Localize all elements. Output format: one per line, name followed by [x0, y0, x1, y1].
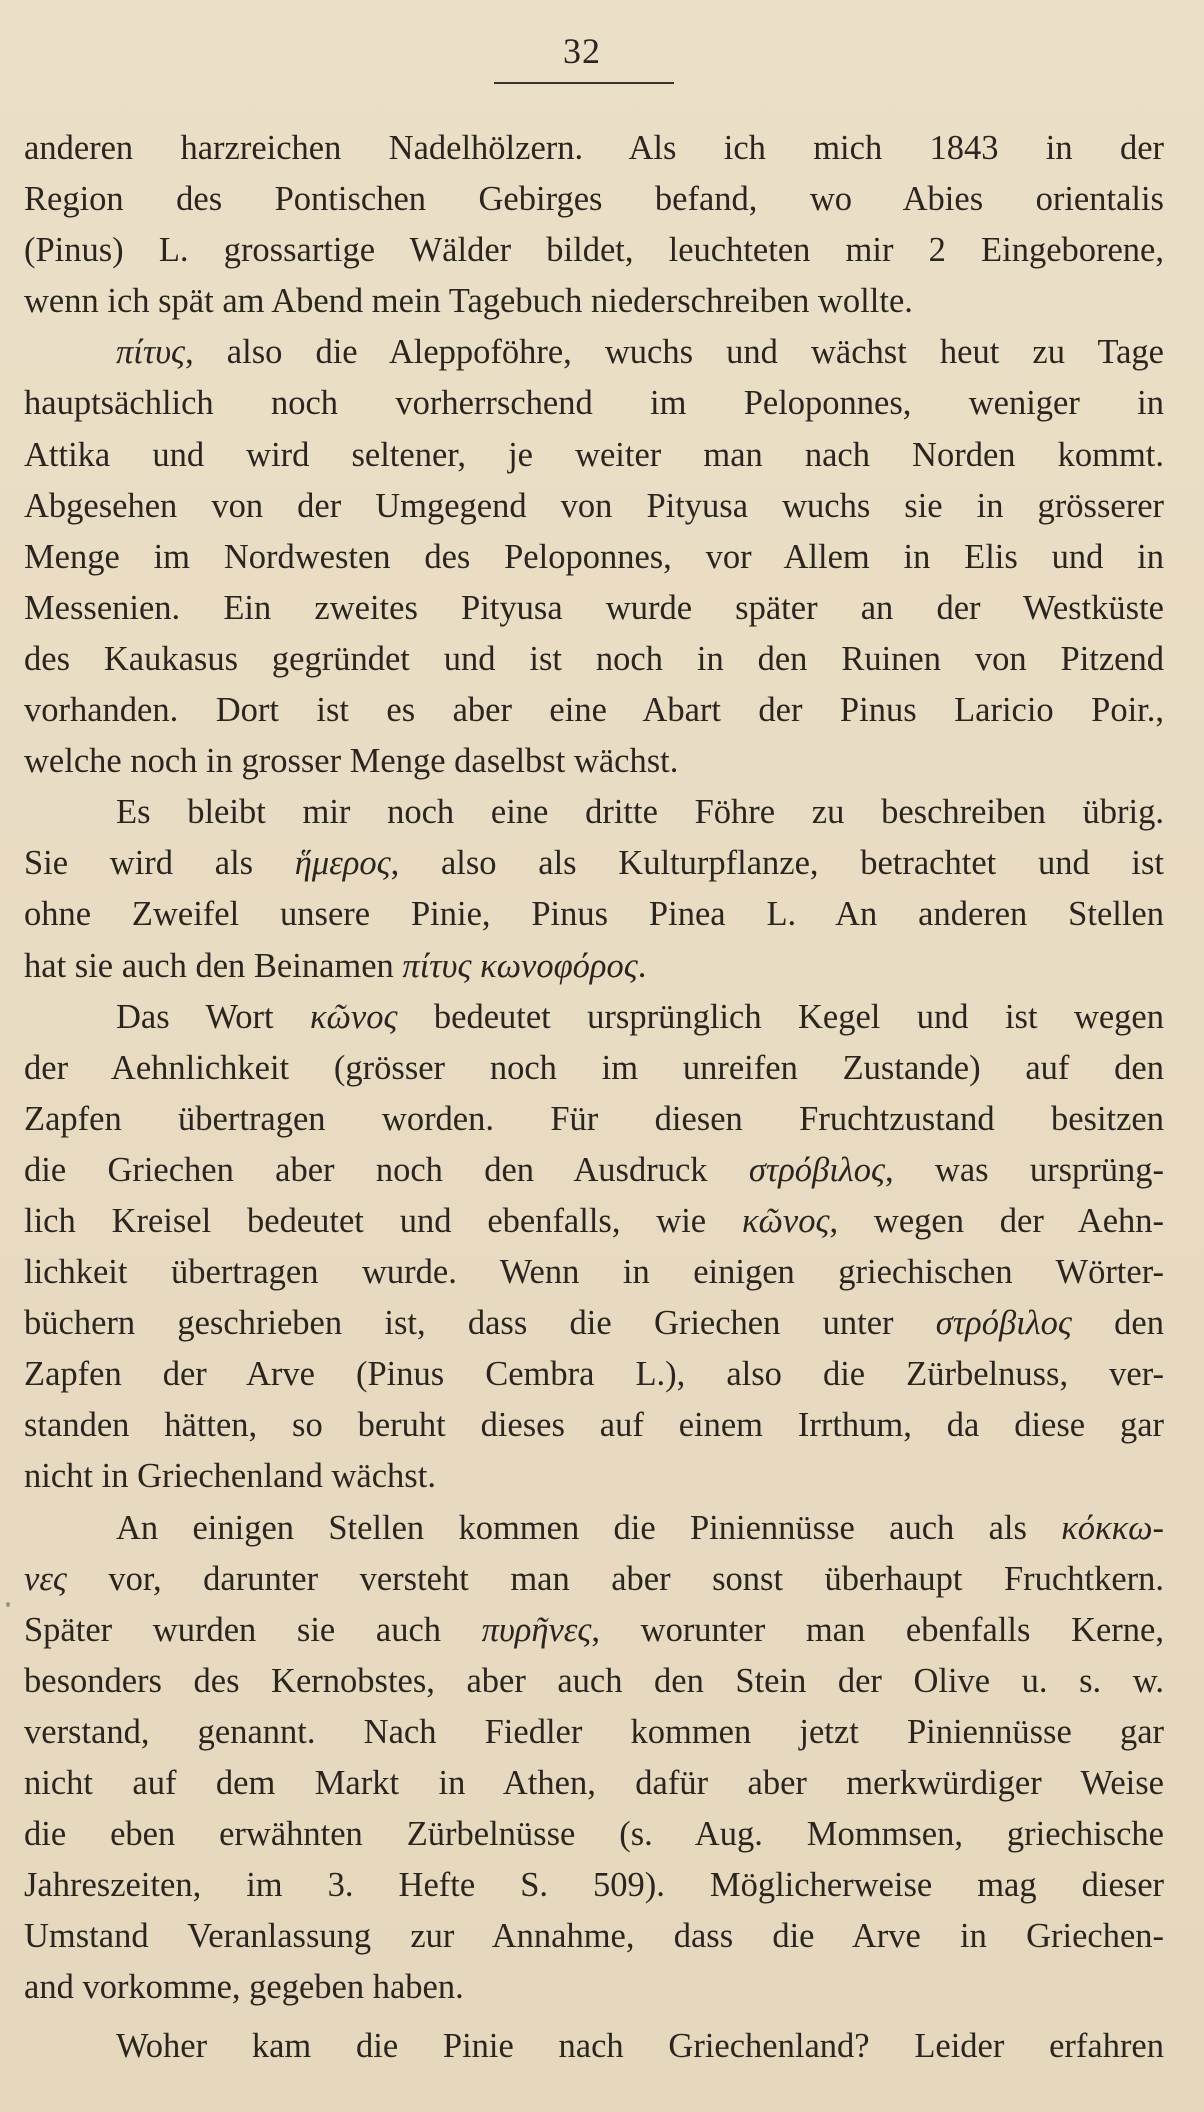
text-line [24, 1349, 1164, 1400]
greek-term: νες [24, 1559, 67, 1598]
text-line [24, 634, 1164, 685]
text-segment: Später wurden sie auch [24, 1610, 482, 1649]
text-line [24, 1503, 1164, 1554]
text-line [24, 1554, 1164, 1605]
text-segment: den [1071, 1304, 1164, 1343]
text-line [24, 1196, 1164, 1247]
text-segment: Messenien. Ein zweites Pityusa wurde später an der Westküste [24, 588, 1164, 627]
text-line [24, 430, 1164, 481]
text-line [24, 1962, 1164, 2013]
greek-term: κῶνος [741, 1201, 830, 1240]
text-line [24, 1911, 1164, 1962]
text-line [24, 685, 1164, 736]
text-line [24, 889, 1164, 940]
text-segment: , was ursprüng- [884, 1150, 1164, 1189]
text-line [24, 583, 1164, 634]
greek-term: κόκκω- [1061, 1508, 1164, 1547]
text-segment: der Aehnlichkeit (grösser noch im unreifen Zustande) auf den [24, 1048, 1164, 1087]
text-line [24, 1451, 1164, 1502]
text-segment: die eben erwähnten Zürbelnüsse (s. Aug. Mommsen, griechische [24, 1815, 1164, 1854]
text-line [24, 225, 1164, 276]
text-line [24, 1043, 1164, 1094]
text-line [24, 1656, 1164, 1707]
greek-term: στρόβιλος [748, 1150, 885, 1189]
text-segment: , wegen der Aehn- [829, 1201, 1164, 1240]
text-segment: des Kaukasus gegründet und ist noch in den Ruinen von Pitzend [24, 639, 1164, 678]
text-segment: welche noch in grosser Menge daselbst wächst. [24, 742, 679, 781]
text-segment: , also die Aleppoföhre, wuchs und wächst heut zu Tage [185, 333, 1164, 372]
text-line [24, 532, 1164, 583]
page-number: 32 [563, 31, 601, 71]
text-segment: Sie wird als [24, 844, 295, 883]
text-segment: and vorkomme, gegeben haben. [24, 1968, 464, 2007]
body-text [24, 123, 1164, 2073]
text-segment: vorhanden. Dort ist es aber eine Abart der Pinus Laricio Poir., [24, 691, 1164, 730]
text-segment: vor, darunter versteht man aber sonst überhaupt Fruchtkern. [66, 1559, 1164, 1598]
text-segment: besonders des Kernobstes, aber auch den Stein der Olive u. s. w. [24, 1661, 1164, 1700]
text-segment: wenn ich spät am Abend mein Tagebuch niederschreiben wollte. [24, 282, 913, 321]
text-line [24, 174, 1164, 225]
text-line [24, 1298, 1164, 1349]
ink-speck [6, 1602, 10, 1607]
text-line [24, 1758, 1164, 1809]
greek-term: ἥμερος [294, 844, 391, 883]
text-segment: Attika und wird seltener, je weiter man nach Norden kommt. [24, 435, 1164, 474]
text-segment: Zapfen der Arve (Pinus Cembra L.), also die Zürbelnuss, ver- [24, 1355, 1164, 1394]
text-segment: Das Wort [116, 997, 310, 1036]
text-line [24, 1707, 1164, 1758]
text-line [24, 1809, 1164, 1860]
text-line [24, 787, 1164, 838]
text-segment: Zapfen übertragen worden. Für diesen Fruchtzustand besitzen [24, 1099, 1164, 1138]
text-line [24, 1094, 1164, 1145]
text-segment: . [637, 946, 647, 985]
text-line [24, 1247, 1164, 1298]
text-segment: Abgesehen von der Umgegend von Pityusa wuchs sie in grösserer [24, 486, 1164, 525]
text-segment: , also als Kulturpflanze, betrachtet und ist [390, 844, 1164, 883]
greek-term: κῶνος [310, 997, 398, 1036]
text-segment: verstand, genannt. Nach Fiedler kommen jetzt Piniennüsse gar [24, 1712, 1164, 1751]
text-segment: Umstand Veranlassung zur Annahme, dass die Arve in Griechen- [24, 1917, 1164, 1956]
text-segment: An einigen Stellen kommen die Piniennüsse auch als [116, 1508, 1062, 1547]
text-line [24, 992, 1164, 1043]
text-segment: büchern geschrieben ist, dass die Griechen unter [24, 1304, 936, 1343]
text-line [24, 481, 1164, 532]
text-line [24, 1605, 1164, 1656]
text-segment: nicht in Griechenland wächst. [24, 1457, 436, 1496]
greek-term: πυρῆνες [481, 1610, 592, 1649]
text-line [24, 736, 1164, 787]
text-segment: anderen harzreichen Nadelhölzern. Als ich mich 1843 in der [24, 129, 1164, 167]
text-line [24, 123, 1164, 174]
text-line [24, 276, 1164, 327]
text-line [24, 327, 1164, 378]
greek-term: πίτυς κωνοφόρος [402, 946, 638, 985]
text-line [24, 2021, 1164, 2072]
text-segment: (Pinus) L. grossartige Wälder bildet, leuchteten mir 2 Eingeborene, [24, 231, 1164, 270]
text-segment: Menge im Nordwesten des Peloponnes, vor Allem in Elis und in [24, 537, 1164, 576]
text-segment: lichkeit übertragen wurde. Wenn in einigen griechischen Wörter- [24, 1253, 1164, 1292]
text-line [24, 1145, 1164, 1196]
text-line [24, 1400, 1164, 1451]
text-segment: hauptsächlich noch vorherrschend im Peloponnes, weniger in [24, 384, 1164, 423]
text-segment: standen hätten, so beruht dieses auf einem Irrthum, da diese gar [24, 1406, 1164, 1445]
text-segment: , worunter man ebenfalls Kerne, [591, 1610, 1164, 1649]
text-segment: Es bleibt mir noch eine dritte Föhre zu beschreiben übrig. [116, 793, 1164, 832]
text-line [24, 1860, 1164, 1911]
greek-term: στρόβιλος [935, 1304, 1072, 1343]
text-segment: ohne Zweifel unsere Pinie, Pinus Pinea L. An anderen Stellen [24, 895, 1164, 934]
text-segment: Jahreszeiten, im 3. Hefte S. 509). Möglicherweise mag dieser [24, 1866, 1164, 1905]
text-segment: Region des Pontischen Gebirges befand, wo Abies orientalis [24, 180, 1164, 219]
text-segment: Woher kam die Pinie nach Griechenland? Leider erfahren [116, 2027, 1164, 2066]
text-line [24, 941, 1164, 992]
text-segment: die Griechen aber noch den Ausdruck [24, 1150, 749, 1189]
text-segment: bedeutet ursprünglich Kegel und ist wegen [397, 997, 1164, 1036]
text-segment: lich Kreisel bedeutet und ebenfalls, wie [24, 1201, 742, 1240]
text-line [24, 838, 1164, 889]
text-segment: hat sie auch den Beinamen [24, 946, 403, 985]
text-segment: nicht auf dem Markt in Athen, dafür aber merkwürdiger Weise [24, 1764, 1164, 1802]
greek-term: πίτυς [116, 333, 186, 372]
text-line [24, 378, 1164, 429]
header-rule [494, 82, 674, 84]
